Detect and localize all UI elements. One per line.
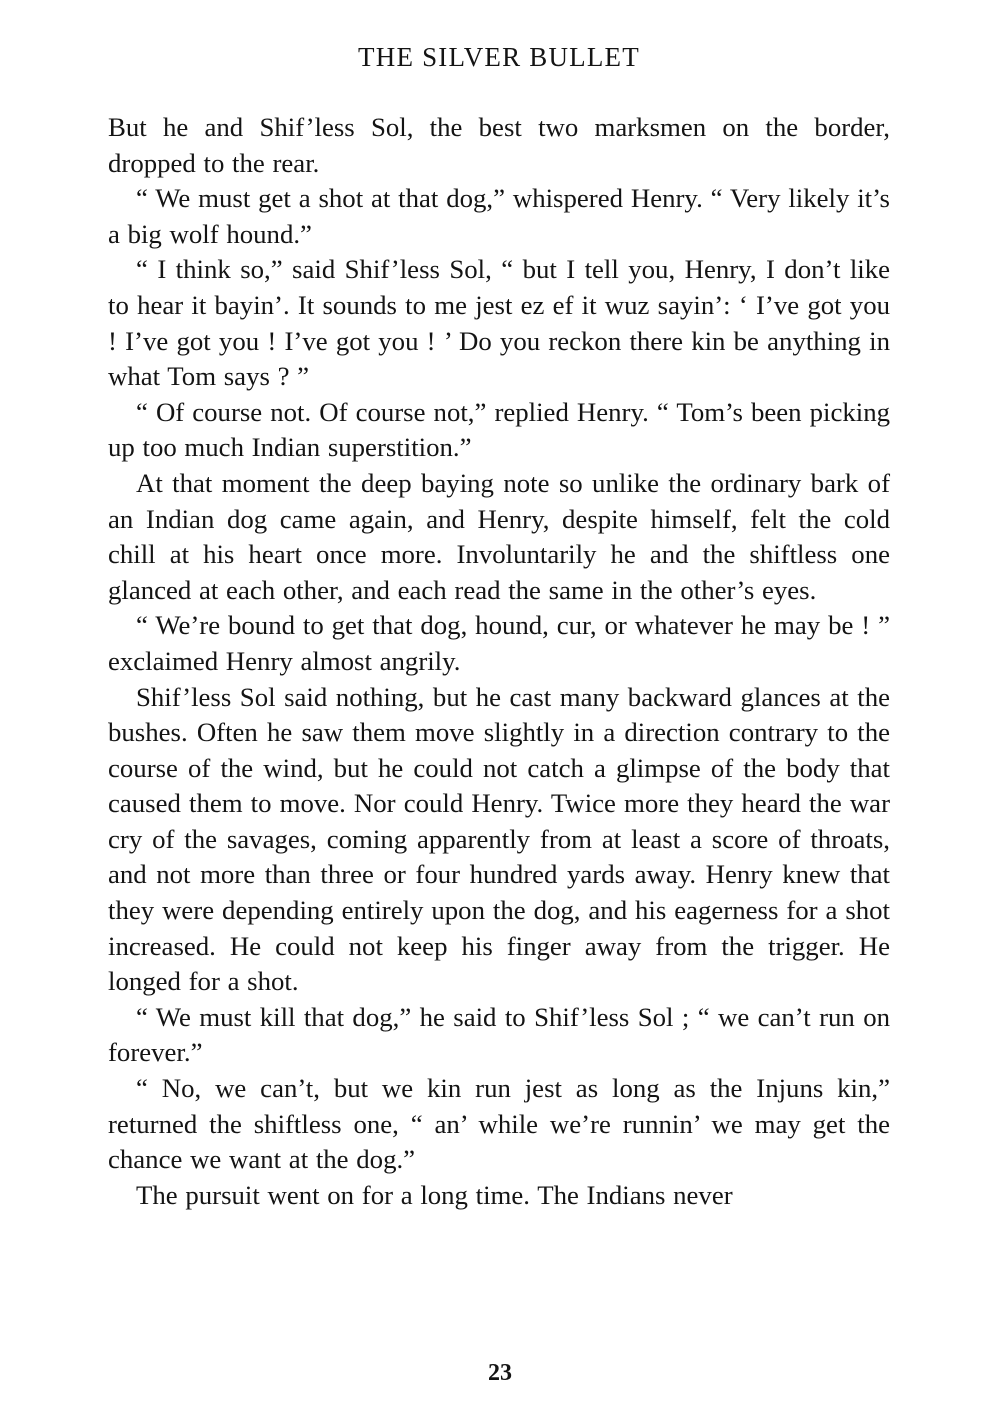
paragraph-10: The pursuit went on for a long time. The Indians never xyxy=(136,1179,733,1210)
paragraph-8: “ We must kill that dog,” he said to Shif’less Sol ; “ we can’t run on forever.” xyxy=(108,1001,890,1068)
paragraph-9: “ No, we can’t, but we kin run jest as long as the Injuns kin,” returned the shiftless one, “ an’ while we’re runnin’ we may get the chance we want at the dog.” xyxy=(108,1073,890,1175)
book-page xyxy=(108,40,890,1213)
paragraph-3: “ I think so,” said Shif’less Sol, “ but I tell you, Henry, I don’t like to hear it bayin’. It sounds to me jest ez ef it wuz sayin’: ‘ I’ve got you ! I’ve got you ! I’ve got you ! ’ Do you reckon there kin be anything in what Tom says ? ” xyxy=(108,254,890,392)
paragraph-5: At that moment the deep baying note so unlike the ordinary bark of an Indian dog came again, and Henry, despite himself, felt the cold chill at his heart once more. Involuntarily he and the shiftless one glanced at each other, and each read the same in the other’s eyes. xyxy=(108,467,890,605)
paragraph-4: “ Of course not. Of course not,” replied Henry. “ Tom’s been picking up too much Indian superstition.” xyxy=(108,396,890,463)
paragraph-6: “ We’re bound to get that dog, hound, cur, or whatever he may be ! ” exclaimed Henry almost angrily. xyxy=(108,610,890,676)
paragraph-1: But he and Shif’less Sol, the best two marksmen on the border, dropped to the rear. xyxy=(108,112,890,178)
page-number: 23 xyxy=(488,1360,512,1386)
running-head: THE SILVER BULLET xyxy=(358,42,640,72)
paragraph-2: “ We must get a shot at that dog,” whispered Henry. “ Very likely it’s a big wolf hound.” xyxy=(108,183,890,249)
paragraph-7: Shif’less Sol said nothing, but he cast many backward glances at the bushes. Often he saw them move slightly in a direction contrary to the course of the wind, but he could not catch a glimpse of the body that caused them to move. Nor could Henry. Twice more they heard the war cry of the savages, coming apparently from at least a score of throats, and not more than three or four hundred yards away. Henry knew that they were depending entirely upon the dog, and his eagerness for a shot increased. He could not keep his finger away from the trigger. He longed for a shot. xyxy=(108,681,890,997)
